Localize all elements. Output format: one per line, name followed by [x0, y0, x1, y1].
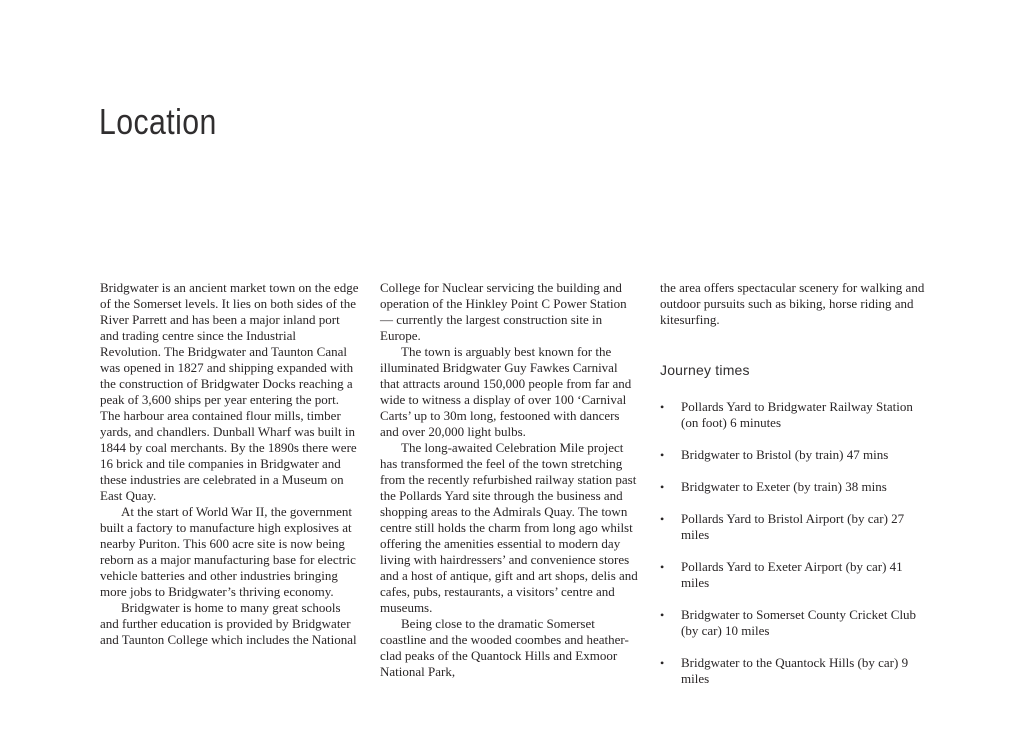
text-column-3 [660, 280, 926, 703]
paragraph: Bridgwater is an ancient market town on the edge of the Somerset levels. It lies on both sides of the River Parrett and has been a major inland port and trading centre since the Industrial Revolution. The Bridgwater and Taunton Canal was opened in 1827 and shipping expanded with the construction of Bridgwater Docks reaching a peak of 3,600 ships per year entering the port. The harbour area contained flour mills, timber yards, and chandlers. Dunball Wharf was built in 1844 by coal merchants. By the 1890s there were 16 brick and tile companies in Bridgwater and these industries are celebrated in a Museum on East Quay. [100, 280, 359, 503]
journey-item-text: Bridgwater to Somerset County Cricket Club (by car) 10 miles [681, 607, 917, 638]
paragraph: Being close to the dramatic Somerset coastline and the wooded coombes and heather-clad peaks of the Quantock Hills and Exmoor National Park, [380, 616, 629, 679]
journey-item [660, 607, 926, 639]
paragraph: The town is arguably best known for the illuminated Bridgwater Guy Fawkes Carnival that attracts around 150,000 people from far and wide to witness a display of over 100 ‘Carnival Carts’ up to 30m long, festooned with dancers and over 20,000 light bulbs. [380, 344, 632, 439]
bullet-icon: • [660, 448, 665, 462]
journey-times-list [660, 399, 926, 687]
bullet-icon: • [660, 608, 665, 622]
bullet-icon: • [660, 480, 665, 494]
paragraph: At the start of World War II, the government built a factory to manufacture high explosives at nearby Puriton. This 600 acre site is now being reborn as a major manufacturing base for electric vehicle batteries and other industries bringing more jobs to Bridgwater’s thriving economy. [100, 504, 356, 599]
paragraph: the area offers spectacular scenery for walking and outdoor pursuits such as biking, horse riding and kitesurfing. [660, 280, 925, 327]
bullet-icon: • [660, 512, 665, 526]
bullet-icon: • [660, 656, 665, 670]
body-columns [100, 280, 926, 703]
text-column-2 [380, 280, 640, 703]
journey-item-text: Pollards Yard to Exeter Airport (by car) 41 miles [681, 559, 903, 590]
journey-item-text: Pollards Yard to Bristol Airport (by car) 27 miles [681, 511, 905, 542]
journey-times-heading: Journey times [660, 362, 750, 378]
journey-item-text: Bridgwater to Bristol (by train) 47 mins [681, 447, 889, 462]
journey-item [660, 399, 926, 431]
journey-item-text: Bridgwater to Exeter (by train) 38 mins [681, 479, 887, 494]
journey-item [660, 479, 926, 495]
page-title: Location [99, 101, 217, 142]
bullet-icon: • [660, 560, 665, 574]
bullet-icon: • [660, 400, 665, 414]
paragraph: Bridgwater is home to many great schools and further education is provided by Bridgwater and Taunton College which includes the National [100, 600, 357, 647]
journey-item [660, 447, 926, 463]
text-column-1 [100, 280, 360, 703]
journey-item [660, 511, 926, 543]
journey-item-text: Bridgwater to the Quantock Hills (by car) 9 miles [681, 655, 909, 686]
journey-item [660, 655, 926, 687]
paragraph: College for Nuclear servicing the building and operation of the Hinkley Point C Power Station — currently the largest construction site in Europe. [380, 280, 627, 343]
journey-item-text: Pollards Yard to Bridgwater Railway Station (on foot) 6 minutes [681, 399, 913, 430]
journey-item [660, 559, 926, 591]
paragraph: The long-awaited Celebration Mile project has transformed the feel of the town stretching from the recently refurbished railway station past the Pollards Yard site through the business and shopping areas to the Admirals Quay. The town centre still holds the charm from long ago whilst offering the amenities essential to modern day living with hairdressers’ and convenience stores and a host of antique, gift and art shops, delis and cafes, pubs, restaurants, a visitors’ centre and museums. [380, 440, 638, 615]
